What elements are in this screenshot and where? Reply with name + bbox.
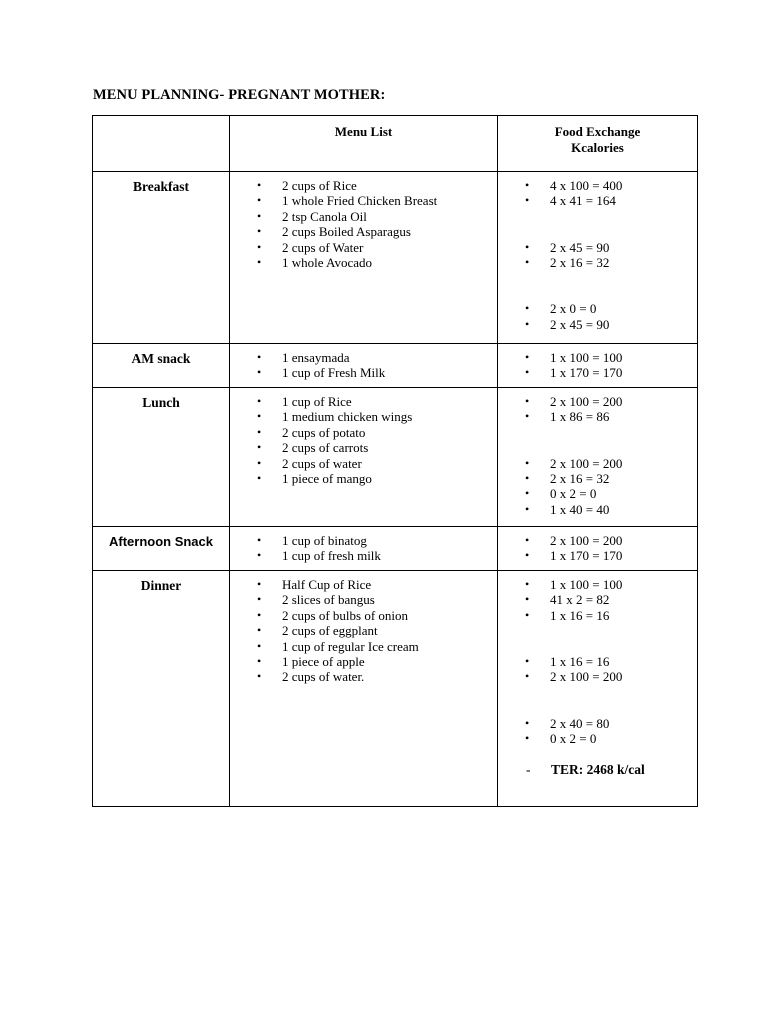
bullet-icon: •	[257, 607, 262, 622]
exchange-text: 2 x 100 = 200	[550, 669, 623, 685]
menu-item-list	[230, 344, 497, 381]
bullet-icon: •	[257, 424, 262, 439]
exchange-text: 41 x 2 = 82	[550, 592, 610, 608]
exchange-text: 2 x 16 = 32	[550, 470, 610, 486]
exchange-spacer	[498, 270, 697, 285]
menu-item-text: Half Cup of Rice	[282, 577, 372, 592]
meal-row-afternoon-snack	[93, 527, 698, 571]
bullet-icon: •	[525, 455, 530, 470]
bullet-icon: •	[257, 653, 262, 668]
menu-item-text: 2 cups of Rice	[282, 178, 357, 193]
exchange-item	[498, 350, 697, 365]
exchange-item	[498, 669, 697, 684]
bullet-icon: •	[257, 455, 262, 470]
food-exchange-header-line2: Kcalories	[571, 140, 624, 155]
menu-item	[230, 350, 497, 365]
total-energy-requirement	[498, 762, 697, 778]
page-title: MENU PLANNING- PREGNANT MOTHER:	[93, 87, 386, 103]
menu-item	[230, 425, 497, 440]
menu-item	[230, 209, 497, 224]
menu-item-list	[230, 527, 497, 564]
exchange-cell	[498, 571, 698, 807]
bullet-icon: •	[525, 316, 530, 331]
menu-table	[92, 115, 698, 807]
exchange-text: 1 x 100 = 100	[550, 577, 623, 592]
exchange-list	[498, 344, 697, 381]
bullet-icon: •	[525, 365, 530, 380]
exchange-spacer	[498, 639, 697, 654]
menu-item-text: 2 cups of bulbs of onion	[282, 607, 409, 623]
exchange-item	[498, 608, 697, 623]
menu-item-text: 2 cups of water	[282, 455, 362, 471]
exchange-text: 1 x 16 = 16	[550, 607, 610, 623]
bullet-icon: •	[525, 715, 530, 730]
exchange-item	[498, 301, 697, 316]
bullet-icon: •	[525, 669, 530, 684]
menu-item	[230, 224, 497, 239]
menu-item-text: 1 piece of mango	[282, 470, 372, 486]
menu-items-cell	[230, 571, 498, 807]
bullet-icon: •	[257, 440, 262, 455]
menu-list-header: Menu List	[230, 116, 498, 172]
menu-item	[230, 533, 497, 548]
menu-item	[230, 456, 497, 471]
bullet-icon: •	[525, 653, 530, 668]
menu-item	[230, 471, 497, 486]
exchange-item	[498, 255, 697, 270]
bullet-icon: •	[257, 592, 262, 607]
bullet-icon: •	[257, 394, 262, 408]
exchange-item	[498, 592, 697, 607]
meal-name: Dinner	[93, 571, 230, 807]
exchange-item	[498, 193, 697, 208]
menu-item-text: 1 piece of apple	[282, 653, 365, 669]
exchange-item	[498, 502, 697, 517]
menu-item	[230, 440, 497, 455]
menu-item	[230, 409, 497, 424]
exchange-text: 2 x 45 = 90	[550, 316, 610, 332]
bullet-icon: •	[525, 577, 530, 591]
exchange-item	[498, 178, 697, 193]
menu-item-text: 1 cup of regular Ice cream	[282, 638, 419, 654]
bullet-icon: •	[525, 486, 530, 501]
bullet-icon: •	[257, 470, 262, 485]
exchange-text: 1 x 86 = 86	[550, 409, 610, 425]
bullet-icon: •	[257, 623, 262, 638]
dash-icon: -	[526, 762, 531, 778]
exchange-text: 1 x 170 = 170	[550, 365, 623, 381]
menu-item-text: 1 cup of Rice	[282, 394, 352, 409]
bullet-icon: •	[525, 470, 530, 485]
bullet-icon: •	[257, 193, 262, 208]
bullet-icon: •	[257, 239, 262, 254]
menu-item-list	[230, 388, 497, 486]
exchange-cell	[498, 344, 698, 388]
menu-item	[230, 592, 497, 607]
bullet-icon: •	[525, 533, 530, 547]
menu-item-text: 1 cup of fresh milk	[282, 548, 381, 564]
menu-item	[230, 669, 497, 684]
exchange-cell	[498, 388, 698, 527]
exchange-item	[498, 471, 697, 486]
menu-item	[230, 255, 497, 270]
menu-item	[230, 639, 497, 654]
meal-name: Afternoon Snack	[93, 527, 230, 571]
exchange-text: 2 x 0 = 0	[550, 301, 597, 317]
bullet-icon: •	[257, 669, 262, 684]
menu-item	[230, 654, 497, 669]
exchange-item	[498, 486, 697, 501]
exchange-text: 4 x 100 = 400	[550, 178, 623, 193]
exchange-cell	[498, 172, 698, 344]
exchange-spacer	[498, 685, 697, 700]
bullet-icon: •	[525, 350, 530, 364]
exchange-list	[498, 571, 697, 746]
bullet-icon: •	[525, 548, 530, 563]
menu-item	[230, 193, 497, 208]
exchange-item	[498, 654, 697, 669]
meal-row-am-snack	[93, 344, 698, 388]
exchange-spacer	[498, 623, 697, 638]
menu-item-list	[230, 172, 497, 270]
total-spacer	[498, 746, 697, 762]
menu-item-text: 2 slices of bangus	[282, 592, 375, 608]
exchange-text: 2 x 100 = 200	[550, 533, 623, 548]
bullet-icon: •	[525, 501, 530, 516]
menu-item-text: 1 cup of binatog	[282, 533, 367, 548]
exchange-cell	[498, 527, 698, 571]
exchange-item	[498, 533, 697, 548]
exchange-text: 0 x 2 = 0	[550, 730, 597, 746]
menu-item-text: 2 cups of carrots	[282, 440, 369, 456]
exchange-text: 2 x 40 = 80	[550, 715, 610, 731]
exchange-text: 2 x 16 = 32	[550, 254, 610, 270]
bullet-icon: •	[525, 239, 530, 254]
bullet-icon: •	[525, 301, 530, 316]
exchange-item	[498, 317, 697, 332]
exchange-item	[498, 365, 697, 380]
exchange-text: 2 x 45 = 90	[550, 239, 610, 255]
exchange-list	[498, 388, 697, 517]
header-empty-cell	[93, 116, 230, 172]
menu-item	[230, 608, 497, 623]
menu-items-cell	[230, 527, 498, 571]
exchange-list	[498, 527, 697, 564]
bullet-icon: •	[257, 350, 262, 364]
menu-item-text: 1 whole Avocado	[282, 254, 373, 270]
meal-name: AM snack	[93, 344, 230, 388]
bullet-icon: •	[525, 193, 530, 208]
bullet-icon: •	[525, 409, 530, 424]
exchange-item	[498, 731, 697, 746]
exchange-item	[498, 548, 697, 563]
exchange-spacer	[498, 224, 697, 239]
exchange-text: 2 x 100 = 200	[550, 394, 623, 409]
bullet-icon: •	[257, 254, 262, 269]
bullet-icon: •	[257, 548, 262, 563]
food-exchange-header	[498, 116, 698, 172]
exchange-item	[498, 394, 697, 409]
menu-item-text: 2 cups of Water	[282, 239, 364, 255]
meal-name: Lunch	[93, 388, 230, 527]
exchange-item	[498, 716, 697, 731]
menu-item	[230, 548, 497, 563]
menu-item-text: 1 ensaymada	[282, 350, 350, 365]
exchange-spacer	[498, 440, 697, 455]
exchange-item	[498, 577, 697, 592]
total-label: TER: 2468 k/cal	[551, 762, 645, 778]
exchange-item	[498, 409, 697, 424]
exchange-list	[498, 172, 697, 332]
exchange-text: 2 x 100 = 200	[550, 455, 623, 471]
exchange-spacer	[498, 700, 697, 715]
bullet-icon: •	[257, 178, 262, 192]
bullet-icon: •	[525, 730, 530, 745]
header-row	[93, 116, 698, 172]
bullet-icon: •	[525, 178, 530, 192]
menu-item	[230, 365, 497, 380]
meal-name: Breakfast	[93, 172, 230, 344]
menu-item-text: 1 medium chicken wings	[282, 409, 413, 425]
meal-row-dinner	[93, 571, 698, 807]
exchange-text: 1 x 40 = 40	[550, 501, 610, 517]
menu-item	[230, 178, 497, 193]
bullet-icon: •	[257, 224, 262, 239]
exchange-spacer	[498, 286, 697, 301]
meal-row-lunch	[93, 388, 698, 527]
bullet-icon: •	[525, 394, 530, 408]
exchange-text: 4 x 41 = 164	[550, 193, 616, 209]
menu-item	[230, 577, 497, 592]
bullet-icon: •	[257, 638, 262, 653]
menu-item-text: 2 cups of potato	[282, 424, 366, 440]
meal-row-breakfast	[93, 172, 698, 344]
bullet-icon: •	[525, 607, 530, 622]
menu-item-text: 2 tsp Canola Oil	[282, 208, 367, 224]
menu-items-cell	[230, 388, 498, 527]
exchange-spacer	[498, 209, 697, 224]
exchange-text: 1 x 100 = 100	[550, 350, 623, 365]
bullet-icon: •	[525, 254, 530, 269]
food-exchange-header-line1: Food Exchange	[554, 124, 641, 139]
menu-item-text: 2 cups of eggplant	[282, 623, 378, 639]
menu-item	[230, 623, 497, 638]
bullet-icon: •	[525, 592, 530, 607]
menu-items-cell	[230, 344, 498, 388]
bullet-icon: •	[257, 577, 262, 591]
menu-item	[230, 240, 497, 255]
exchange-item	[498, 240, 697, 255]
bullet-icon: •	[257, 533, 262, 547]
menu-item-text: 1 whole Fried Chicken Breast	[282, 193, 438, 209]
exchange-text: 0 x 2 = 0	[550, 486, 597, 502]
exchange-text: 1 x 170 = 170	[550, 548, 623, 564]
bullet-icon: •	[257, 365, 262, 380]
exchange-spacer	[498, 425, 697, 440]
bullet-icon: •	[257, 409, 262, 424]
exchange-text: 1 x 16 = 16	[550, 653, 610, 669]
exchange-item	[498, 456, 697, 471]
menu-item-text: 2 cups Boiled Asparagus	[282, 224, 411, 240]
menu-item-text: 2 cups of water.	[282, 669, 365, 685]
bullet-icon: •	[257, 208, 262, 223]
menu-item-text: 1 cup of Fresh Milk	[282, 365, 386, 381]
menu-item	[230, 394, 497, 409]
menu-items-cell	[230, 172, 498, 344]
menu-item-list	[230, 571, 497, 685]
